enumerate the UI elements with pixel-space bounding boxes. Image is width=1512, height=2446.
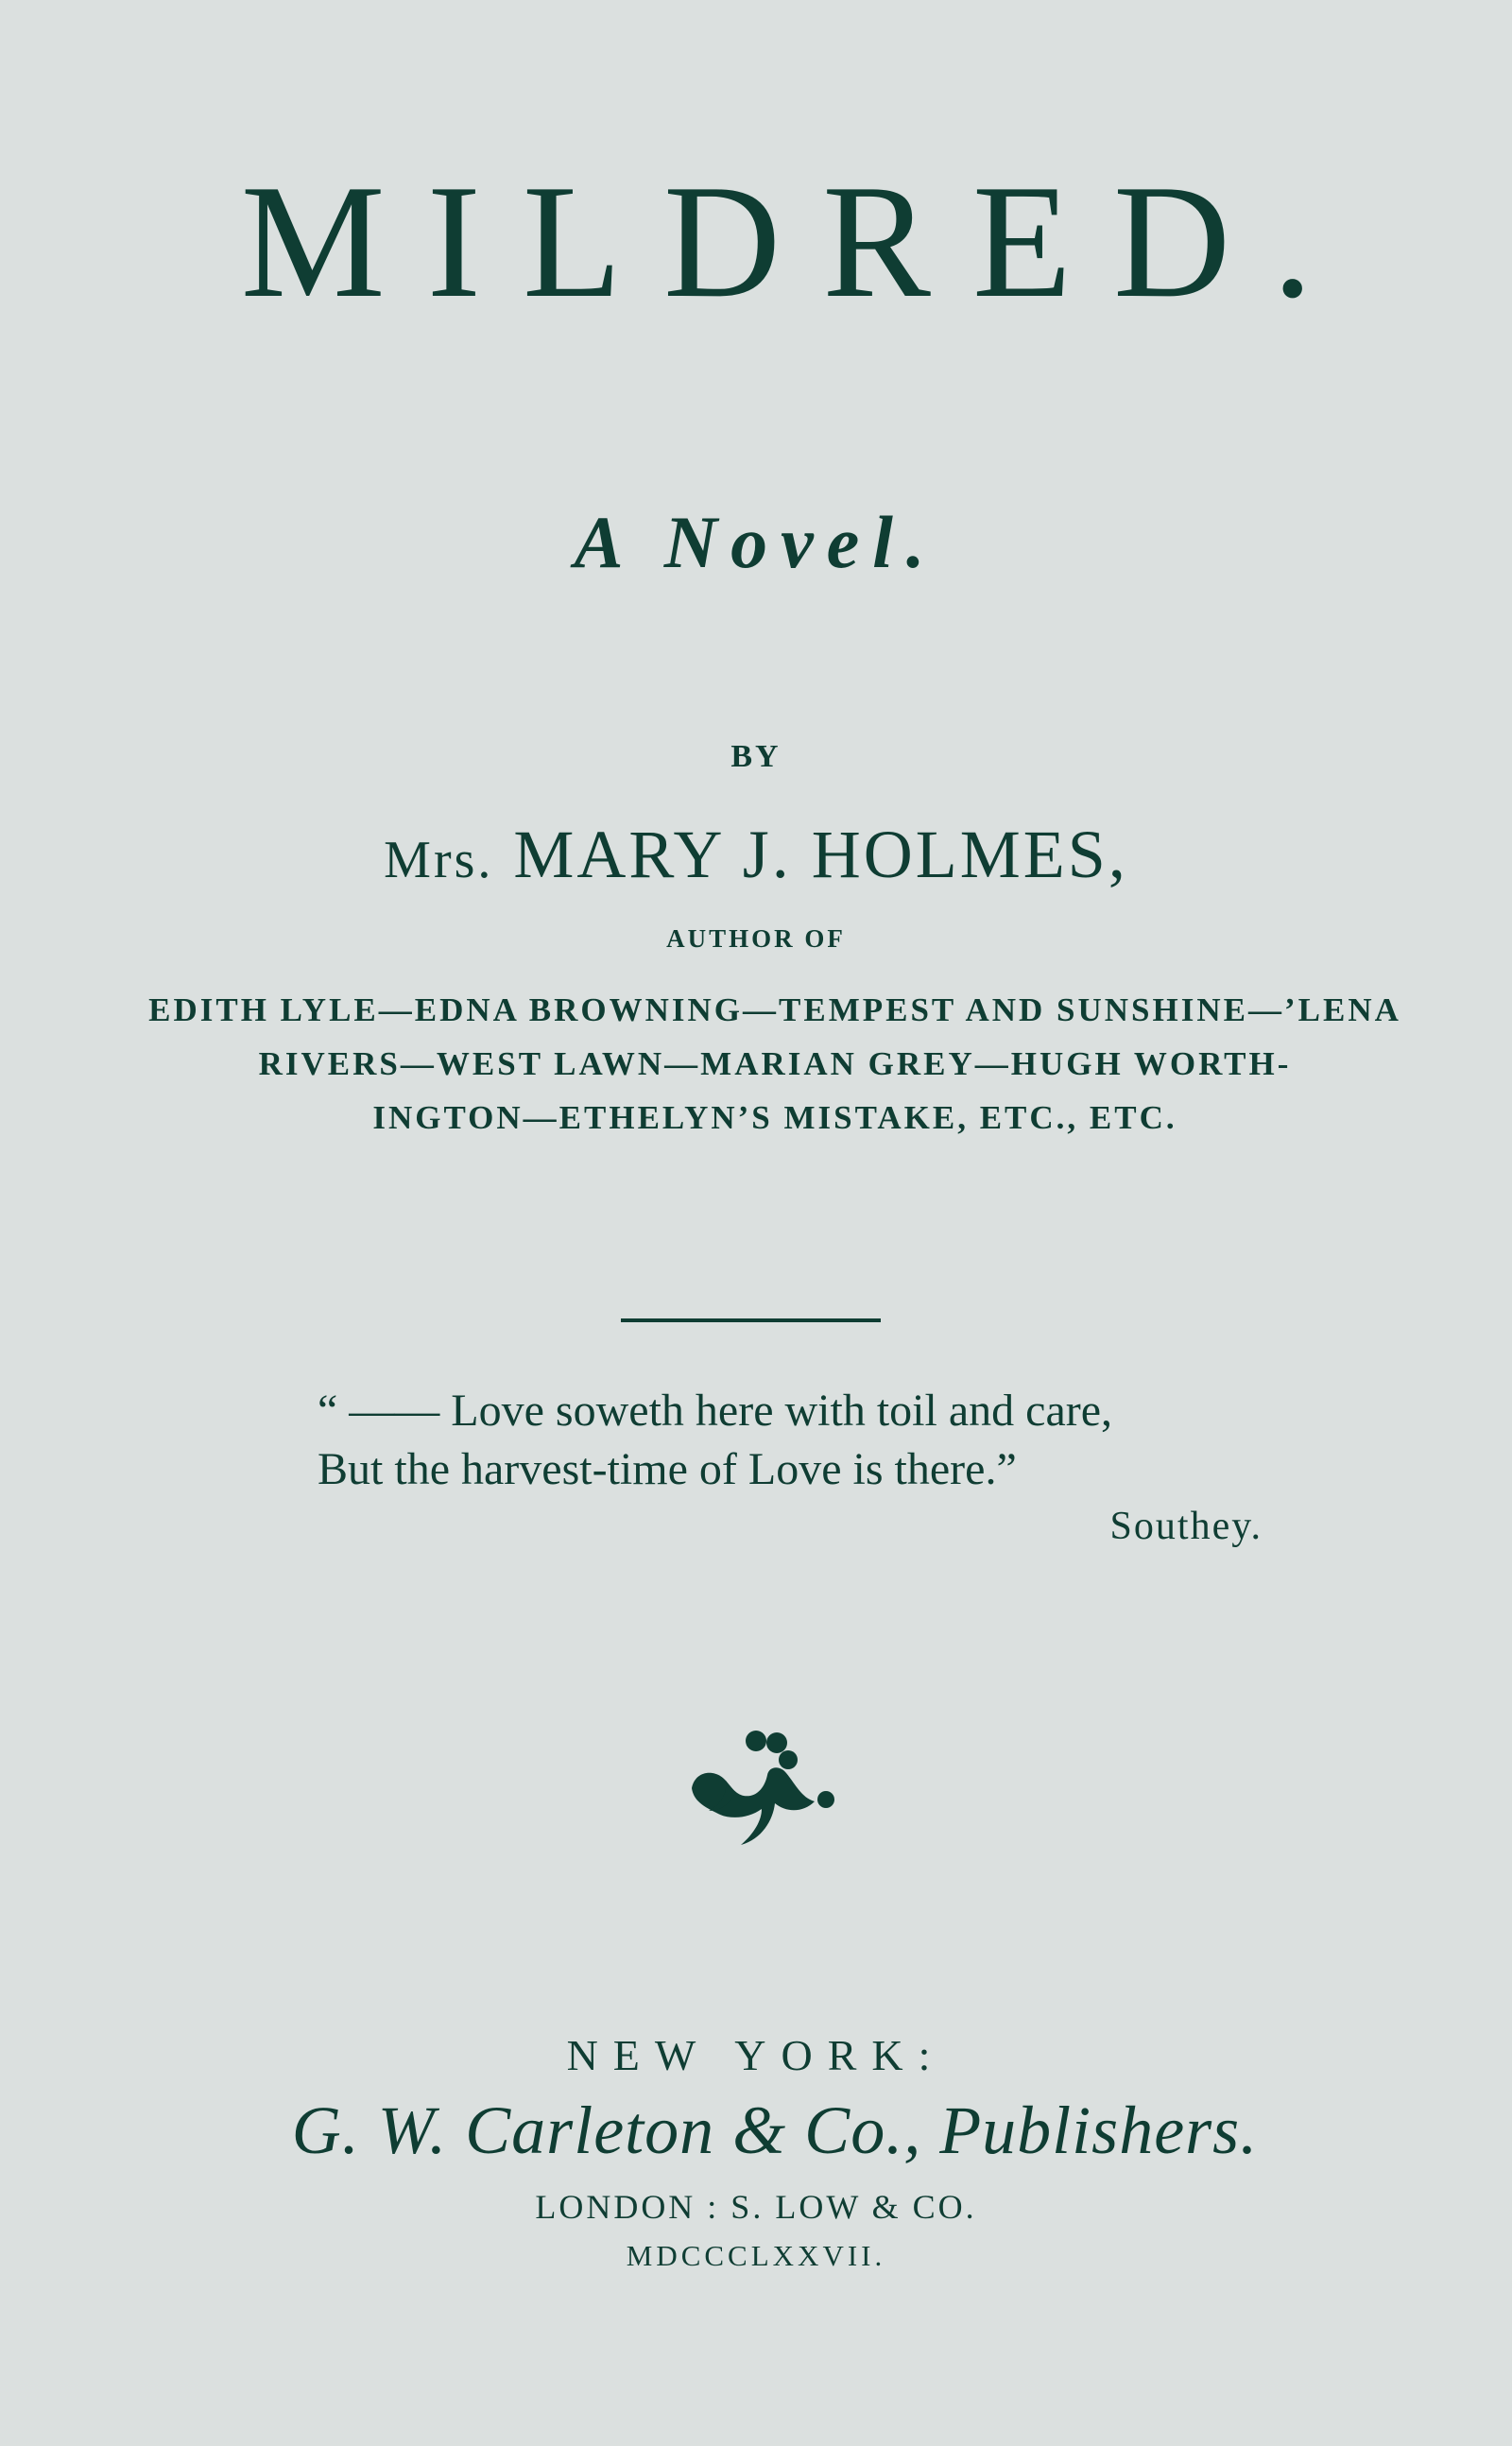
by-line: BY	[730, 739, 782, 774]
works-line: RIVERS—WEST LAWN—MARIAN GREY—HUGH WORTH-	[258, 1045, 1292, 1082]
epigraph-attribution: Southey.	[1109, 1505, 1263, 1548]
publisher-name: G. W. Carleton & Co., Publishers.	[291, 2093, 1259, 2168]
author-of-label: AUTHOR OF	[666, 924, 846, 953]
divider-rule	[621, 1318, 881, 1322]
publisher-monogram-icon	[682, 1722, 843, 1854]
author-prefix: Mrs.	[384, 831, 494, 889]
epigraph-line: “ —— Love soweth here with toil and care,	[318, 1386, 1113, 1436]
other-works-list	[132, 983, 1418, 1145]
works-line: EDITH LYLE—EDNA BROWNING—TEMPEST AND SUNSHINE—’LENA	[148, 991, 1401, 1028]
epigraph	[318, 1382, 1272, 1556]
publication-place: NEW YORK:	[566, 2031, 946, 2079]
works-line: INGTON—ETHELYN’S MISTAKE, ETC., ETC.	[372, 1099, 1177, 1136]
epigraph-line: But the harvest-time of Love is there.”	[318, 1444, 1017, 1494]
publication-date: MDCCCLXXVII.	[626, 2239, 886, 2272]
book-title: MILDRED.	[240, 152, 1355, 332]
book-subtitle: A Novel.	[574, 501, 938, 583]
author-name-block	[0, 817, 1512, 892]
author-name: MARY J. HOLMES,	[513, 817, 1128, 892]
london-agent: LONDON : S. LOW & CO.	[535, 2188, 977, 2226]
